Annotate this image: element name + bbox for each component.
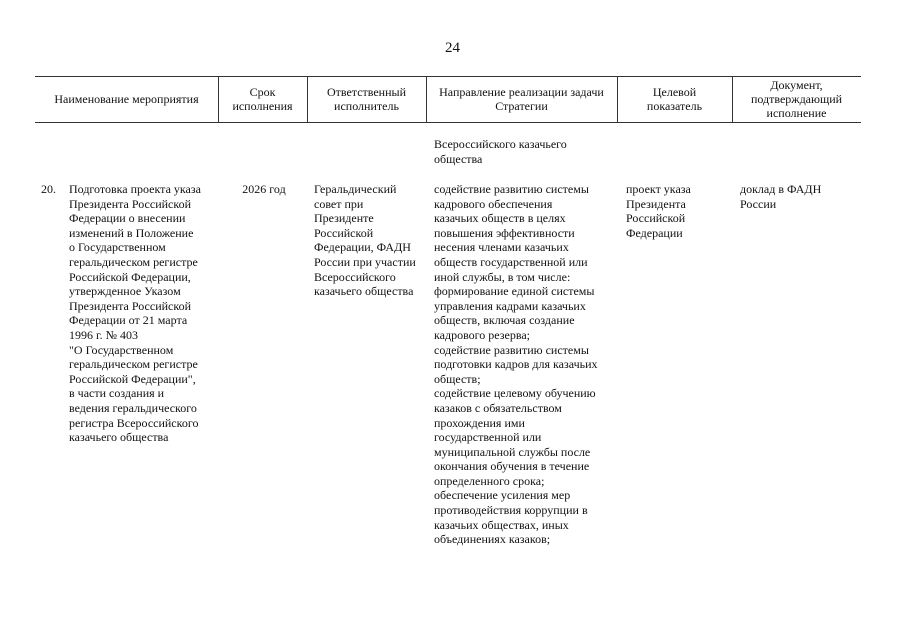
header-document: Документ, подтверждающий исполнение (750, 78, 843, 120)
row-name: Подготовка проекта указа Президента Российской Федерации о внесении изменений в Положение о Государственном геральдическом регистре Российской Федерации, утвержденное Указом Президента Российской Федерации от 21 марта 1996 г. № 403 "О Государственном геральдическом регистре Российской Федерации", в части создания и ведения геральдического регистра Всероссийского казачьего общества (69, 182, 201, 445)
page-number: 24 (445, 40, 460, 56)
header-responsible: Ответственный исполнитель (326, 85, 407, 113)
row-document: доклад в ФАДН России (740, 182, 822, 211)
row-deadline: 2026 год (242, 182, 286, 196)
row-responsible: Геральдический совет при Президенте Российской Федерации, ФАДН России при участии Всероссийского казачьего общества (314, 182, 416, 299)
header-indicator: Целевой показатель (646, 85, 703, 113)
header-direction: Направление реализации задачи Стратегии (439, 85, 604, 113)
header-deadline: Срок исполнения (232, 85, 293, 113)
row-direction: содействие развитию системы кадрового обеспечения казачьих обществ в целях повышения эффективности несения членами казачьих обществ государственной или иной службы, в том числе: формирование единой системы управления кадрами казачьих обществ, включая создание кадрового резерва; содействие развитию системы подготовки кадров для казачьих обществ; содействие целевому обучению казаков с обязательством прохождения ими государственной или муниципальной службы после окончания обучения в течение определенного срока; обеспечение усиления мер противодействия коррупции в казачьих обществах, иных объединениях казаков; (434, 182, 598, 547)
row-number: 20. (41, 182, 56, 196)
table-top-border (35, 76, 861, 77)
direction-continuation: Всероссийского казачьего общества (434, 137, 567, 166)
header-name: Наименование мероприятия (54, 92, 199, 106)
row-indicator: проект указа Президента Российской Федерации (626, 182, 691, 240)
table-header-bottom-border (35, 122, 861, 123)
